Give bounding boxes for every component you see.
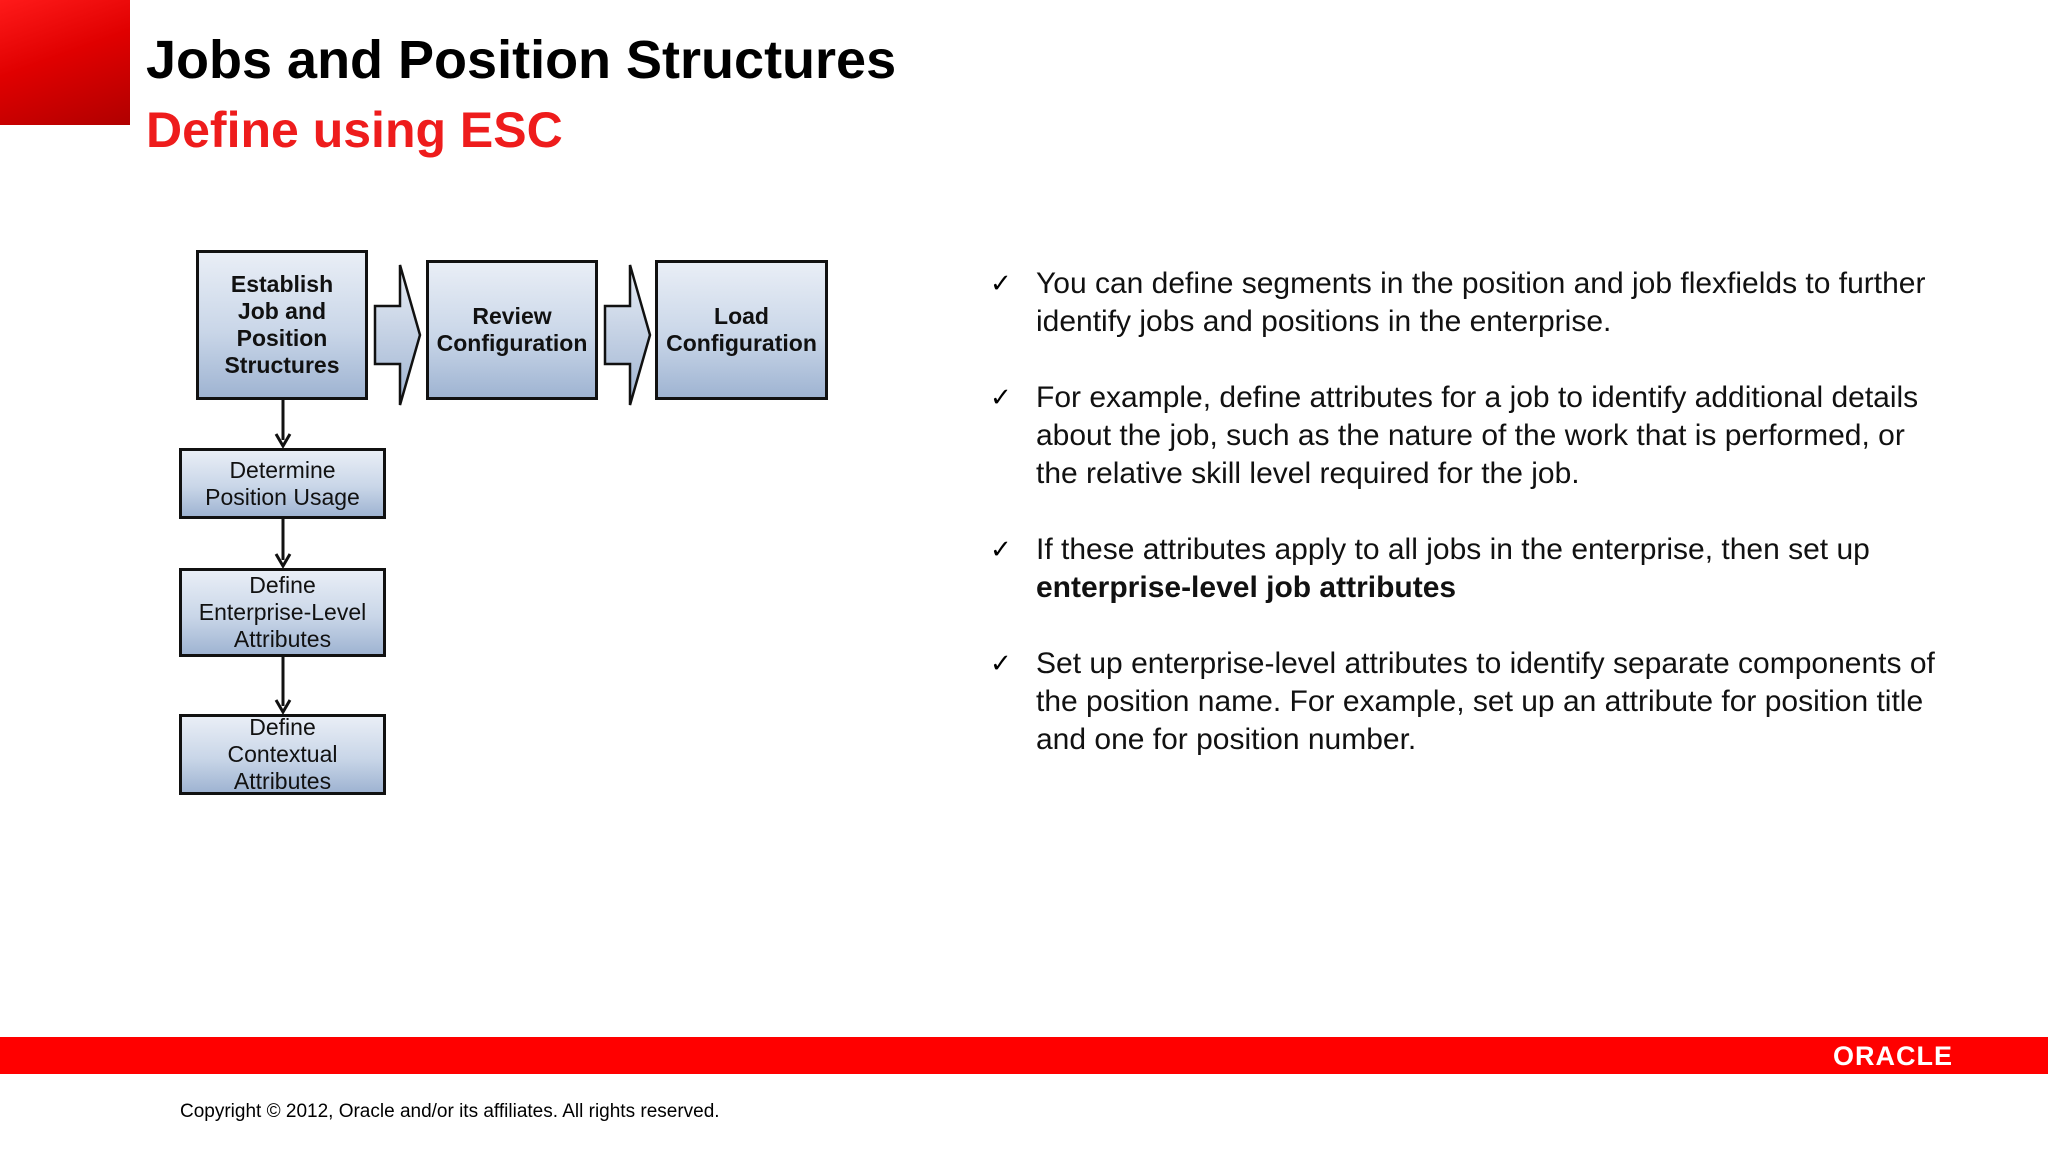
slide-subtitle: Define using ESC [146,102,563,158]
step-determine-position-usage: Determine Position Usage [179,448,386,519]
checkmark-icon: ✓ [990,535,1012,565]
step-establish-structures: Establish Job and Position Structures [196,250,368,400]
checkmark-icon: ✓ [990,383,1012,413]
bullet-bold-phrase: enterprise-level job attributes [1036,571,1457,604]
step-load-configuration: Load Configuration [655,260,828,400]
bullet-text: If these attributes apply to all jobs in the enterprise, then set up enterprise-level job attributes [1036,533,1870,604]
step-define-contextual-attributes: Define Contextual Attributes [179,714,386,795]
checkmark-icon: ✓ [990,649,1012,679]
step-review-configuration: Review Configuration [426,260,598,400]
footer-red-bar [0,1037,2048,1074]
oracle-logo: ORACLE [1833,1041,1953,1071]
block-arrow-right-icon [372,262,424,408]
slide-title: Jobs and Position Structures [146,30,897,90]
bullet-item [990,265,1950,341]
bullet-item [990,379,1950,493]
process-flow-diagram [0,0,900,820]
bullet-text: For example, define attributes for a job to identify additional details about the job, such as the nature of the work that is performed, or the relative skill level required for the job. [1036,381,1919,490]
step-define-enterprise-attributes: Define Enterprise-Level Attributes [179,568,386,657]
bullet-item [990,531,1950,607]
bullet-text: Set up enterprise-level attributes to identify separate components of the position name. For example, set up an attribute for position title and one for position number. [1036,647,1935,756]
checkmark-icon: ✓ [990,269,1012,299]
bullet-text: You can define segments in the position and job flexfields to further identify jobs and positions in the enterprise. [1036,267,1926,338]
bullet-list [990,265,1950,797]
arrow-down-icon [272,657,294,714]
copyright-text: Copyright © 2012, Oracle and/or its affiliates. All rights reserved. [180,1101,720,1122]
bullet-item [990,645,1950,759]
arrow-down-icon [272,519,294,568]
arrow-down-icon [272,400,294,448]
block-arrow-right-icon [602,262,654,408]
